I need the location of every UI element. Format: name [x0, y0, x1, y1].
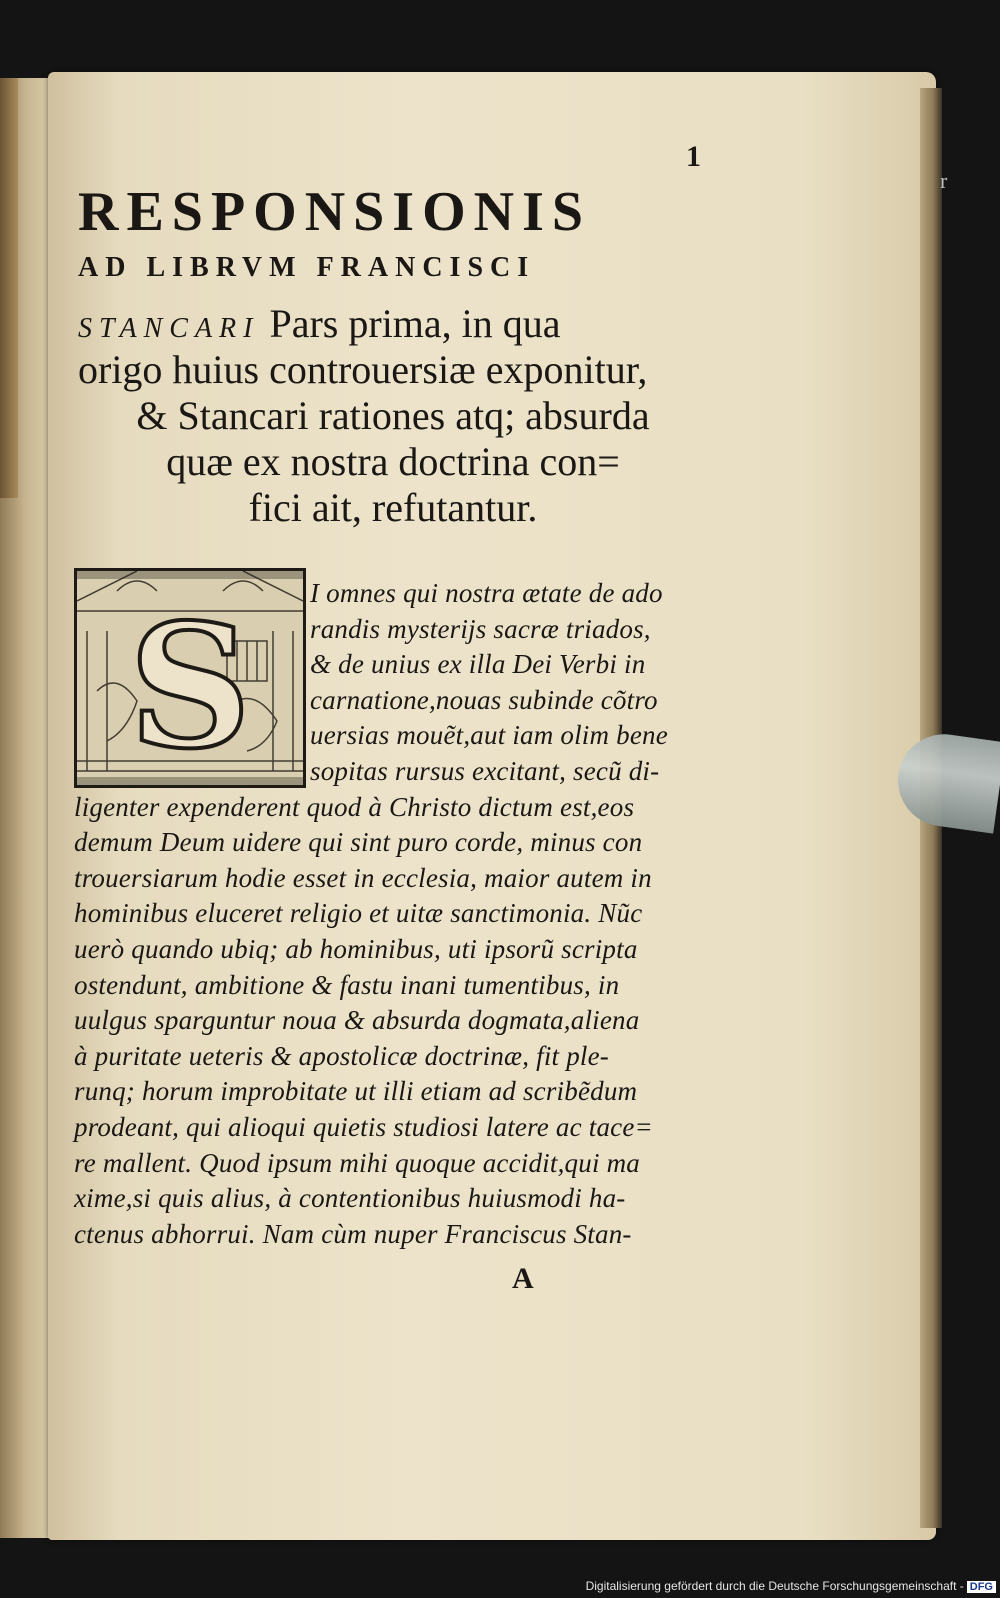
title-line-3-caps: STANCARI: [78, 313, 260, 344]
body-line: randis mysterijs sacræ triados,: [310, 613, 651, 644]
body-line: uerò quando ubiq; ab hominibus, uti ipsorũ scripta: [74, 934, 638, 964]
body-line: I omnes qui nostra ætate de ado: [310, 578, 663, 608]
body-line: à puritate ueteris & apostolicæ doctrinæ, fit ple-: [74, 1040, 609, 1071]
body-line: prodeant, qui alioqui quietis studiosi latere ac tace=: [74, 1112, 653, 1142]
digitization-credit: [586, 1579, 996, 1593]
title-line-3: [78, 300, 708, 347]
decorated-initial: [74, 568, 306, 788]
title-line-2: AD LIBRVM FRANCISCI: [78, 252, 536, 283]
body-line: trouersiarum hodie esset in ecclesia, maior autem in: [74, 862, 652, 893]
body-line: carnatione,nouas subinde cõtro: [310, 684, 658, 715]
body-line: ctenus abhorrui. Nam cùm nuper Franciscus Stan-: [74, 1218, 632, 1249]
body-line: ligenter expenderent quod à Christo dictum est,eos: [74, 791, 635, 822]
title-line-4: origo huius controuersiæ exponitur,: [78, 347, 648, 392]
body-line: demum Deum uidere qui sint puro corde, minus con: [74, 827, 643, 858]
credit-text: Digitalisierung gefördert durch die Deutsche Forschungsgemeinschaft -: [585, 1579, 964, 1593]
folio-number: 1: [686, 140, 701, 173]
title-line-5: & Stancari rationes atq; absurda: [136, 393, 650, 438]
title-line-3-rest: Pars prima, in qua: [259, 301, 561, 346]
body-line: uersias mouẽt,aut iam olim bene: [310, 720, 668, 751]
body-line: ostendunt, ambitione & fastu inani tumentibus, in: [74, 969, 620, 1000]
body-line: xime,si quis alius, à contentionibus huiusmodi ha-: [74, 1183, 626, 1214]
body-line: hominibus eluceret religio et uitæ sanctimonia. Nũc: [74, 898, 643, 929]
binding-edge: [0, 78, 18, 498]
catchword: A: [512, 1262, 534, 1295]
body-line: sopitas rursus excitant, secũ di-: [310, 756, 660, 786]
body-line: re mallent. Quod ipsum mihi quoque accidit,qui ma: [74, 1147, 640, 1178]
title-line-6: quæ ex nostra doctrina con=: [166, 439, 620, 484]
title-line-7: fici ait, refutantur.: [248, 485, 538, 530]
body-line: runq; horum improbitate ut illi etiam ad scribẽdum: [74, 1076, 638, 1107]
dfg-logo: DFG: [967, 1581, 996, 1593]
initial-woodcut: [77, 571, 303, 785]
stray-mark: r: [940, 168, 948, 193]
title-line-1: RESPONSIONIS: [78, 181, 592, 243]
initial-letter: S: [128, 587, 252, 785]
body-line: & de unius ex illa Dei Verbi in: [310, 649, 646, 680]
body-line: uulgus sparguntur noua & absurda dogmata,aliena: [74, 1005, 640, 1036]
